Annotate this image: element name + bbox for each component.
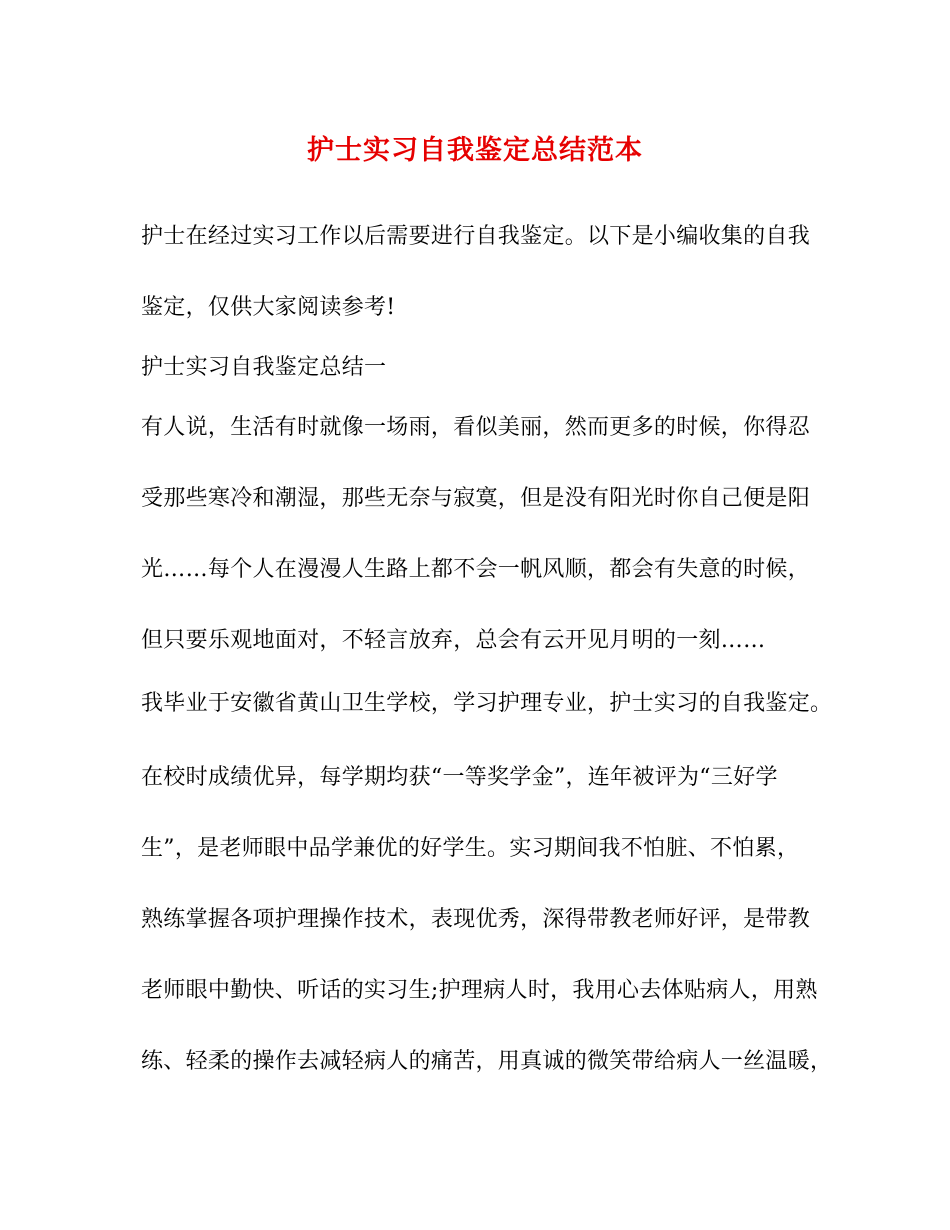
paragraph-line: 我毕业于安徽省黄山卫生学校，学习护理专业，护士实习的自我鉴定。	[141, 691, 833, 716]
paragraph-line: 但只要乐观地面对，不轻言放弃，总会有云开见月明的一刻……	[141, 628, 766, 653]
paragraph-line: 有人说，生活有时就像一场雨，看似美丽，然而更多的时候，你得忍	[141, 415, 811, 440]
section-heading: 护士实习自我鉴定总结一	[141, 355, 387, 380]
intro-line-2: 鉴定，仅供大家阅读参考!	[141, 295, 396, 320]
paragraph-line: 生”，是老师眼中品学兼优的好学生。实习期间我不怕脏、不怕累，	[141, 836, 800, 861]
paragraph-line: 受那些寒冷和潮湿，那些无奈与寂寞，但是没有阳光时你自己便是阳	[141, 486, 811, 511]
paragraph-line: 练、轻柔的操作去减轻病人的痛苦，用真诚的微笑带给病人一丝温暖，	[141, 1049, 833, 1074]
paragraph-line: 光……每个人在漫漫人生路上都不会一帆风顺，都会有失意的时候，	[141, 557, 811, 582]
intro-line-1: 护士在经过实习工作以后需要进行自我鉴定。以下是小编收集的自我	[141, 224, 811, 249]
document-title: 护士实习自我鉴定总结范本	[307, 135, 643, 166]
paragraph-line: 老师眼中勤快、听话的实习生;护理病人时，我用心去体贴病人，用熟	[141, 978, 818, 1003]
paragraph-line: 熟练掌握各项护理操作技术，表现优秀，深得带教老师好评，是带教	[141, 907, 811, 932]
paragraph-line: 在校时成绩优异，每学期均获“一等奖学金”，连年被评为“三好学	[141, 765, 778, 790]
